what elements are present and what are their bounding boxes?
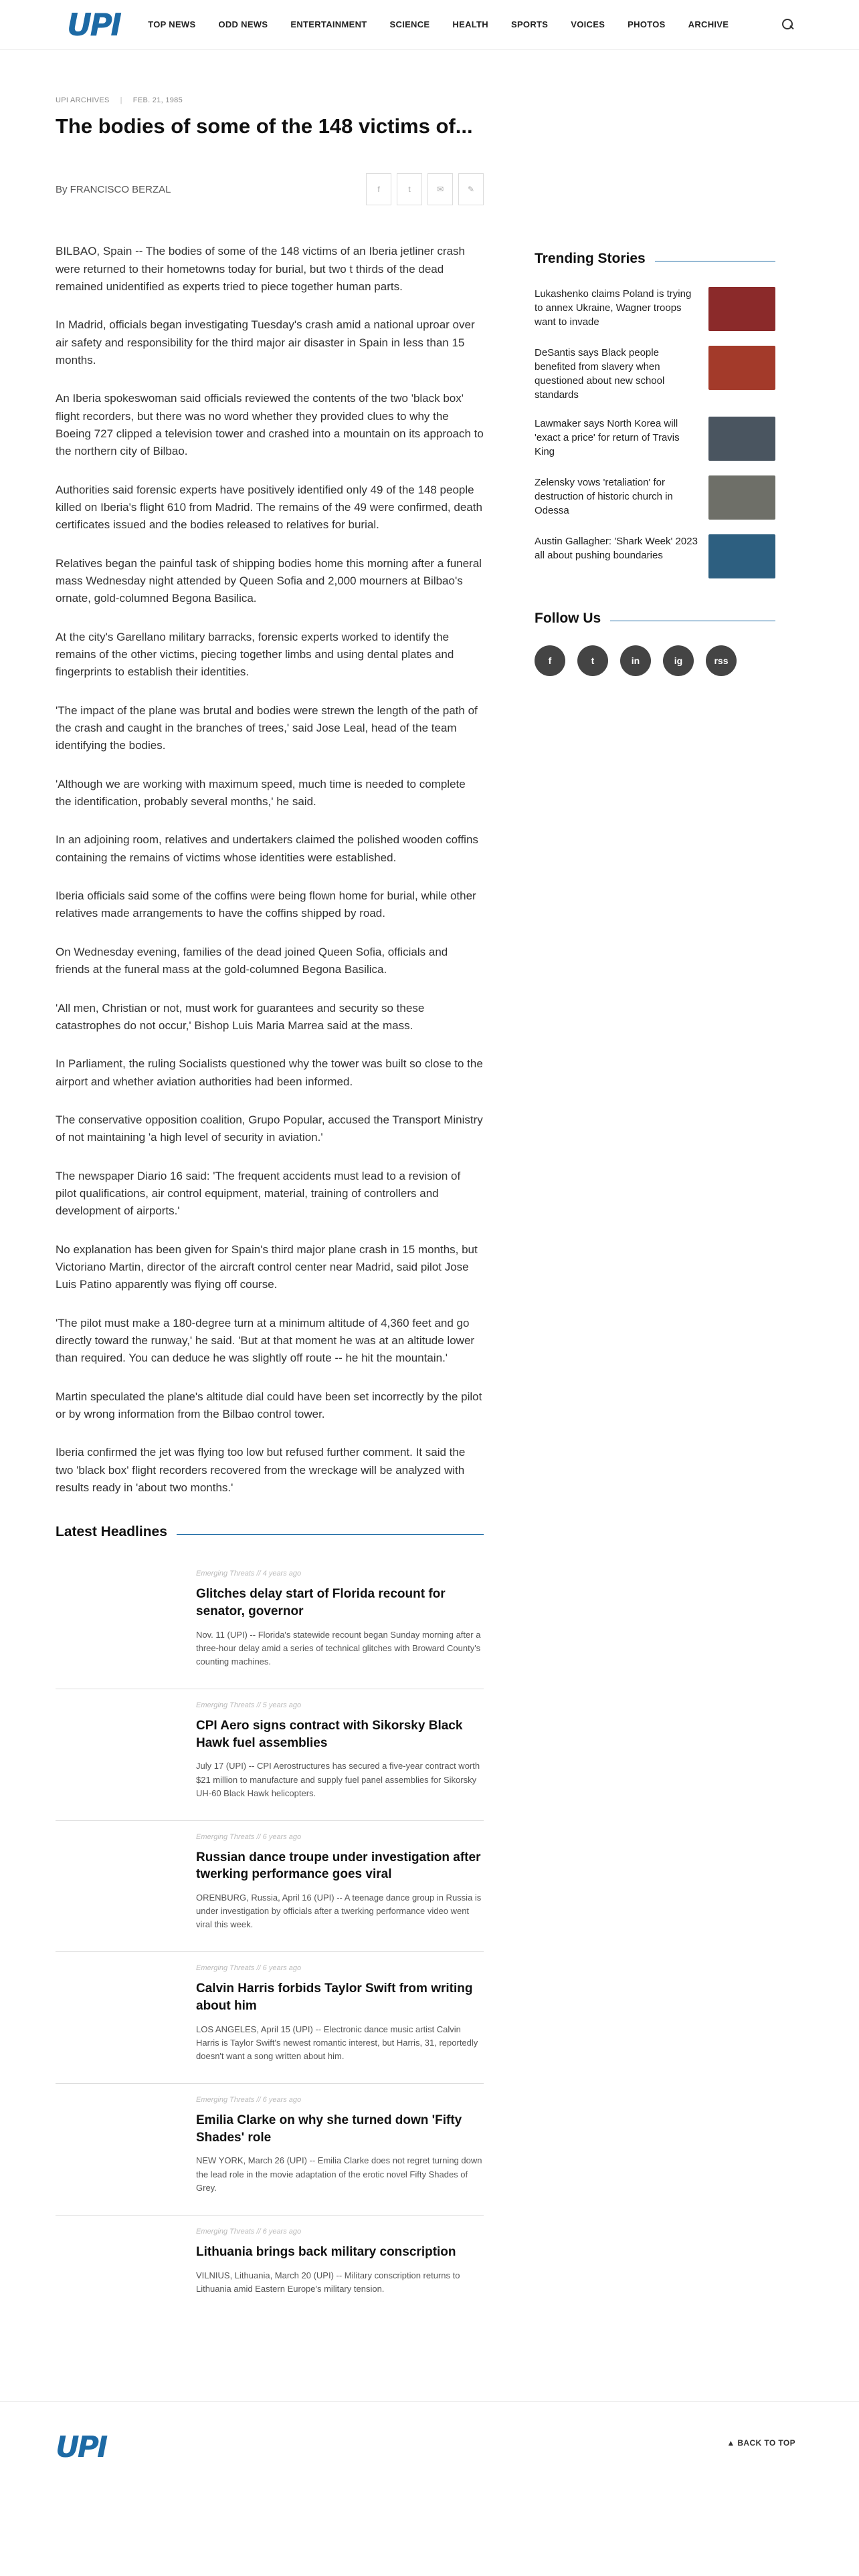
headline-text xyxy=(196,1833,484,1932)
article-paragraph: At the city's Garellano military barracks, forensic experts worked to identify the remains of the other victims, piecing together limbs and using dental plates and fingerprints to establish their identities. xyxy=(56,630,454,679)
article-date: FEB. 21, 1985 xyxy=(132,96,183,104)
trending-item[interactable] xyxy=(535,287,775,331)
article-paragraph: No explanation has been given for Spain's third major plane crash in 15 months, but Victoriano Martin, director of the aircraft control center near Madrid, said pilot Jose Luis Patino apparently was flying off course. xyxy=(56,1243,478,1291)
headline-item[interactable] xyxy=(56,2084,484,2216)
nav-top-news[interactable]: TOP NEWS xyxy=(148,19,196,29)
share-email-icon[interactable]: ✉ xyxy=(427,173,453,205)
article-paragraph: 'The pilot must make a 180-degree turn at a minimum altitude of 4,360 feet and go directly toward the runway,' he said. 'But at that moment he was at an altitude lower than required. You can deduce he was slightly off route -- he hit the mountain.' xyxy=(56,1316,475,1365)
nav-archive[interactable]: ARCHIVE xyxy=(688,19,729,29)
article-paragraph: The newspaper Diario 16 said: 'The frequent accidents must lead to a revision of pilot qualifications, air control equipment, material, training of controllers and development of airports.' xyxy=(56,1169,461,1218)
headline-item[interactable] xyxy=(56,1689,484,1821)
headline-image xyxy=(56,1833,196,1927)
article-paragraph: 'All men, Christian or not, must work for guarantees and security so these catastrophes do not occur,' Bishop Luis Maria Marrea said at the mass. xyxy=(56,1001,425,1032)
site-footer xyxy=(0,2401,859,2488)
nav-photos[interactable]: PHOTOS xyxy=(628,19,666,29)
nav-entertainment[interactable]: ENTERTAINMENT xyxy=(290,19,367,29)
headline-summary: LOS ANGELES, April 15 (UPI) -- Electronic dance music artist Calvin Harris is Taylor Swift's newest romantic interest, but Harris, 31, reportedly doesn't want a song written about him. xyxy=(196,2024,478,2062)
content-layout xyxy=(0,243,859,1517)
article-paragraph: Iberia confirmed the jet was flying too low but refused further comment. It said the two 'black box' flight recorders recovered from the wreckage will be analyzed with results ready in 'about two months.' xyxy=(56,1446,466,1495)
headline-image xyxy=(56,1964,196,2058)
headline-title[interactable]: Russian dance troupe under investigation after twerking performance goes viral xyxy=(196,1850,481,1882)
follow-title: Follow Us xyxy=(535,611,601,627)
headline-image xyxy=(56,2228,196,2321)
trending-thumbnail xyxy=(708,534,775,578)
byline: By FRANCISCO BERZAL xyxy=(56,183,171,195)
headline-summary: NEW YORK, March 26 (UPI) -- Emilia Clarke does not regret turning down the lead role in the movie adaptation of the erotic novel Fifty Shades of Grey. xyxy=(196,2155,482,2193)
section-link[interactable]: UPI ARCHIVES xyxy=(56,96,110,104)
follow-header xyxy=(535,611,775,627)
facebook-icon[interactable]: f xyxy=(535,645,565,676)
trending-thumbnail xyxy=(708,417,775,461)
headline-list xyxy=(56,1558,484,2341)
headline-title[interactable]: Calvin Harris forbids Taylor Swift from writing about him xyxy=(196,1981,473,2014)
headline-text xyxy=(196,1701,484,1800)
nav-sports[interactable]: SPORTS xyxy=(510,19,549,29)
upi-logo[interactable]: UPI xyxy=(67,6,120,43)
latest-headlines xyxy=(0,1524,859,2341)
headline-tag: Emerging Threats // 5 years ago xyxy=(196,1701,302,1710)
headline-title[interactable]: Emilia Clarke on why she turned down 'Fifty Shades' role xyxy=(196,2113,462,2145)
headline-text xyxy=(196,2096,484,2195)
trending-item[interactable] xyxy=(535,475,775,520)
share-comment-icon[interactable]: ✎ xyxy=(458,173,484,205)
latest-header xyxy=(56,1524,484,1540)
trending-item-title: Austin Gallagher: 'Shark Week' 2023 all about pushing boundaries xyxy=(535,536,698,562)
headline-text xyxy=(196,1964,484,2063)
byline-row xyxy=(56,173,484,205)
headline-tag: Emerging Threats // 6 years ago xyxy=(196,1964,302,1973)
headline-tag: Emerging Threats // 6 years ago xyxy=(196,2227,302,2236)
headline-image xyxy=(56,2096,196,2189)
article-paragraph: The conservative opposition coalition, Grupo Popular, accused the Transport Ministry of not maintaining 'a high level of security in aviation.' xyxy=(56,1113,483,1144)
headline-text xyxy=(196,1570,484,1669)
trending-item[interactable] xyxy=(535,417,775,461)
trending-thumbnail xyxy=(708,346,775,390)
headline-image xyxy=(56,1701,196,1795)
headline-title[interactable]: CPI Aero signs contract with Sikorsky Black Hawk fuel assemblies xyxy=(196,1719,463,1750)
headline-text xyxy=(196,2228,484,2321)
headline-summary: July 17 (UPI) -- CPI Aerostructures has secured a five-year contract worth $21 million to manufacture and supply fuel panel assemblies for Sikorsky UH-60 Black Hawk helicopters. xyxy=(196,1761,480,1798)
footer-logo[interactable]: UPI xyxy=(56,2430,106,2464)
trending-item-title: Lukashenko claims Poland is trying to annex Ukraine, Wagner troops want to invade xyxy=(535,288,692,328)
sidebar xyxy=(535,243,775,1517)
main-nav xyxy=(148,19,781,29)
follow-us xyxy=(535,611,775,676)
share-buttons xyxy=(366,173,484,205)
article-title: The bodies of some of the 148 victims of... xyxy=(56,114,473,138)
article-meta xyxy=(56,96,803,104)
nav-science[interactable]: SCIENCE xyxy=(389,19,430,29)
article-paragraph: In Parliament, the ruling Socialists questioned why the tower was built so close to the airport and whether aviation authorities had been informed. xyxy=(56,1057,483,1088)
share-twitter-icon[interactable]: t xyxy=(397,173,422,205)
trending-thumbnail xyxy=(708,475,775,520)
linkedin-icon[interactable]: in xyxy=(620,645,651,676)
share-facebook-icon[interactable]: f xyxy=(366,173,391,205)
article-paragraph: Martin speculated the plane's altitude dial could have been set incorrectly by the pilot or by wrong information from the Bilbao control tower. xyxy=(56,1390,482,1420)
back-to-top-label: BACK TO TOP xyxy=(737,2438,795,2448)
instagram-icon[interactable]: ig xyxy=(663,645,694,676)
article-paragraph: In an adjoining room, relatives and undertakers claimed the polished wooden coffins containing the remains of victims whose identities were established. xyxy=(56,833,478,864)
headline-title[interactable]: Glitches delay start of Florida recount for senator, governor xyxy=(196,1587,446,1619)
article-header xyxy=(0,96,859,205)
trending-item-title: DeSantis says Black people benefited from slavery when questioned about new school standards xyxy=(535,347,665,401)
trending-title: Trending Stories xyxy=(535,251,646,267)
headline-tag: Emerging Threats // 4 years ago xyxy=(196,1570,302,1578)
nav-voices[interactable]: VOICES xyxy=(571,19,605,29)
headline-tag: Emerging Threats // 6 years ago xyxy=(196,1832,302,1841)
article-paragraph: In Madrid, officials began investigating Tuesday's crash amid a national uproar over air safety and responsibility for the third major air disaster in Spain in less than 15 months. xyxy=(56,318,475,366)
trending-item[interactable] xyxy=(535,346,775,402)
meta-separator: | xyxy=(120,96,122,104)
article-body xyxy=(56,243,484,1517)
nav-odd-news[interactable]: ODD NEWS xyxy=(218,19,268,29)
site-header xyxy=(0,0,859,49)
search-icon[interactable] xyxy=(781,17,795,32)
back-to-top-button[interactable]: ▲ BACK TO TOP xyxy=(727,2438,795,2448)
article-paragraph: An Iberia spokeswoman said officials reviewed the contents of the two 'black box' flight recorders, but there was no word whether they provided clues to why the Boeing 727 clipped a television tower and crashed into a mountain on its approach to the northern city of Bilbao. xyxy=(56,392,484,458)
headline-item[interactable] xyxy=(56,2216,484,2341)
trending-header xyxy=(535,251,775,267)
headline-summary: Nov. 11 (UPI) -- Florida's statewide recount began Sunday morning after a three-hour delay amid a series of technical glitches with Broward County's counting machines. xyxy=(196,1629,481,1667)
article-paragraph: On Wednesday evening, families of the dead joined Queen Sofia, officials and friends at the funeral mass at the gold-columned Begona Basilica. xyxy=(56,945,448,976)
article-paragraph: Iberia officials said some of the coffins were being flown home for burial, while other relatives made arrangements to have the coffins shipped by road. xyxy=(56,889,476,920)
article-paragraph: Authorities said forensic experts have positively identified only 49 of the 148 people killed on Iberia's flight 610 from Madrid. The remains of the 49 were confirmed, death certificates issued and the bodies released to relatives for burial. xyxy=(56,483,482,532)
nav-health[interactable]: HEALTH xyxy=(452,19,488,29)
article-paragraph: 'The impact of the plane was brutal and bodies were strewn the length of the path of the crash and caught in the branches of trees,' said Jose Leal, head of the team identifying the bodies. xyxy=(56,704,478,752)
trending-list xyxy=(535,287,775,578)
headline-summary: VILNIUS, Lithuania, March 20 (UPI) -- Military conscription returns to Lithuania amid Eastern Europe's military tension. xyxy=(196,2270,460,2294)
latest-title: Latest Headlines xyxy=(56,1524,167,1540)
article-paragraph: BILBAO, Spain -- The bodies of some of the 148 victims of an Iberia jetliner crash were returned to their hometowns today for burial, but two t thirds of the dead remained unidentified as experts tried to piece together human parts. xyxy=(56,245,465,293)
rss-icon[interactable]: rss xyxy=(706,645,737,676)
headline-item[interactable] xyxy=(56,1952,484,2084)
headline-item[interactable] xyxy=(56,1558,484,1689)
headline-summary: ORENBURG, Russia, April 16 (UPI) -- A teenage dance group in Russia is under investigation by officials after a twerking performance video went viral this week. xyxy=(196,1893,482,1930)
headline-item[interactable] xyxy=(56,1821,484,1953)
headline-tag: Emerging Threats // 6 years ago xyxy=(196,2096,302,2105)
twitter-icon[interactable]: t xyxy=(577,645,608,676)
article-paragraph: Relatives began the painful task of shipping bodies home this morning after a funeral mass Wednesday night attended by Queen Sofia and 2,000 mourners at Bilbao's ornate, gold-columned Begona Basilica. xyxy=(56,556,482,605)
section-divider xyxy=(177,1534,484,1535)
trending-item-title: Zelensky vows 'retaliation' for destruction of historic church in Odessa xyxy=(535,477,673,517)
headline-image xyxy=(56,1570,196,1663)
headline-title[interactable]: Lithuania brings back military conscription xyxy=(196,2244,456,2259)
social-links xyxy=(535,645,775,676)
article-paragraph: 'Although we are working with maximum speed, much time is needed to complete the identification, probably several months,' he said. xyxy=(56,777,466,809)
trending-item[interactable] xyxy=(535,534,775,578)
trending-thumbnail xyxy=(708,287,775,331)
trending-item-title: Lawmaker says North Korea will 'exact a price' for return of Travis King xyxy=(535,418,680,458)
